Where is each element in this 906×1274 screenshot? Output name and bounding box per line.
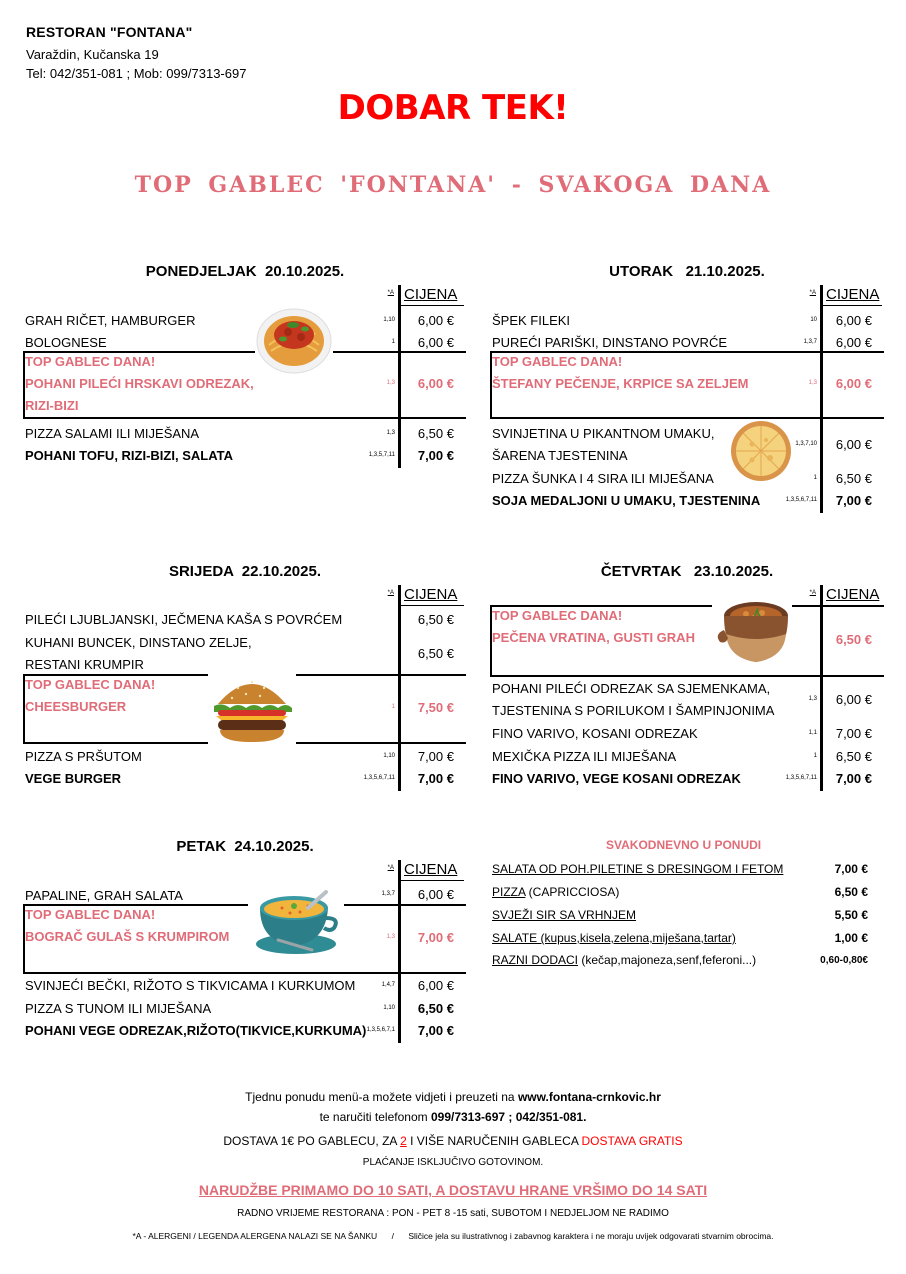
dish-name: VEGE BURGER: [25, 771, 122, 786]
day-title: UTORAK 21.10.2025.: [609, 263, 765, 280]
dish-price: 6,00 €: [417, 313, 454, 328]
dish-price: 7,00 €: [417, 448, 454, 463]
allergen-codes: 1,3: [808, 696, 817, 702]
footer-website-line: [0, 1090, 906, 1104]
dish-name: RESTANI KRUMPIR: [25, 657, 144, 672]
top-box-line: [398, 417, 466, 419]
allergen-codes: 1: [391, 704, 395, 710]
dish-price: 6,00 €: [835, 335, 872, 350]
image-note: Sličice jela su ilustrativnog i zabavnog karaktera i ne moraju uvijek odgovarati stvarnim obrocima.: [408, 1231, 774, 1241]
top-gablec-label: TOP GABLEC DANA!: [492, 608, 623, 623]
dish-name: CHEESBURGER: [25, 699, 127, 714]
header-divider: [401, 305, 464, 306]
restaurant-address: Varaždin, Kučanska 19: [26, 47, 159, 62]
allergen-codes: 1,3,5,6,7,11: [363, 775, 395, 781]
dish-price: 6,00 €: [417, 335, 454, 350]
top-box-line: [820, 675, 884, 677]
restaurant-name: RESTORAN "FONTANA": [26, 24, 193, 40]
dish-price: 6,00 €: [835, 376, 872, 391]
dish-name: FINO VARIVO, KOSANI ODREZAK: [492, 726, 698, 741]
dish-name: SVINJETINA U PIKANTNOM UMAKU,: [492, 426, 715, 441]
daily-item: [492, 908, 636, 922]
allergen-codes: 1,10: [383, 317, 395, 323]
daily-item-price: 6,50 €: [834, 885, 868, 899]
dish-name: ŠTEFANY PEČENJE, KRPICE SA ZELJEM: [492, 376, 749, 391]
footer-phones: 099/7313-697 ; 042/351-081.: [430, 1110, 587, 1124]
dish-price: 6,50 €: [417, 646, 454, 661]
daily-item-price: 0,60-0,80€: [820, 955, 868, 966]
dish-name: POHANI VEGE ODREZAK,RIŽOTO(TIKVICE,KURKUMA): [25, 1023, 367, 1038]
daily-item: [492, 953, 756, 967]
dish-price: 6,00 €: [835, 437, 872, 452]
top-box-line: [398, 904, 466, 906]
allergen-codes: 1,3,5,6,7,11: [785, 497, 817, 503]
day-title: PONEDJELJAK 20.10.2025.: [145, 263, 345, 280]
delivery-count: 2: [400, 1134, 407, 1148]
allergen-codes: 1,3,7,10: [795, 441, 817, 447]
day-title: ČETVRTAK 23.10.2025.: [600, 563, 774, 580]
allergen-codes: 1,3,5,6,7,11: [785, 775, 817, 781]
website-link[interactable]: www.fontana-crnkovic.hr: [517, 1090, 661, 1104]
allergen-note: *A - ALERGENI / LEGENDA ALERGENA NALAZI SE NA ŠANKU: [132, 1231, 378, 1241]
header-divider: [401, 605, 464, 606]
allergen-codes: 1,3,7: [803, 339, 817, 345]
restaurant-phone: Tel: 042/351-081 ; Mob: 099/7313-697: [26, 66, 247, 81]
spaghetti-image: [255, 305, 333, 380]
dish-price: 6,50 €: [835, 749, 872, 764]
allergen-codes: 1,3: [386, 934, 395, 940]
dish-price: 7,00 €: [835, 771, 872, 786]
header-divider: [401, 880, 464, 881]
daily-offer-title: SVAKODNEVNO U PONUDI: [606, 838, 762, 852]
dish-name: FINO VARIVO, VEGE KOSANI ODREZAK: [492, 771, 741, 786]
allergen-codes: 1,3: [386, 380, 395, 386]
allergen-column-header: *A: [809, 590, 816, 596]
day-title: PETAK 24.10.2025.: [176, 838, 314, 855]
dish-price: 7,00 €: [417, 749, 454, 764]
daily-item-name: RAZNI DODACI: [492, 953, 579, 967]
allergen-codes: 1: [813, 475, 817, 481]
dish-name: PIZZA S TUNOM ILI MIJEŠANA: [25, 1001, 212, 1016]
daily-item-detail: (CAPRICCIOSA): [525, 885, 620, 899]
allergen-codes: 10: [810, 317, 817, 323]
price-column-header: CIJENA: [404, 861, 458, 878]
orders-note: NARUDŽBE PRIMAMO DO 10 SATI, A DOSTAVU HRANE VRŠIMO DO 14 SATI: [198, 1182, 708, 1198]
dish-name: SVINJEĆI BEČKI, RIŽOTO S TIKVICAMA I KURKUMOM: [25, 978, 356, 993]
dish-name: KUHANI BUNCEK, DINSTANO ZELJE,: [25, 635, 252, 650]
price-column-header: CIJENA: [404, 286, 458, 303]
dish-name: ŠPEK FILEKI: [492, 313, 571, 328]
dish-price: 6,00 €: [417, 886, 454, 902]
dish-price: 7,00 €: [417, 771, 454, 786]
subtitle: TOP GABLEC 'FONTANA' - SVAKOGA DANA: [134, 172, 772, 198]
allergen-codes: 1,3,7: [381, 890, 395, 897]
dish-name: PIZZA SALAMI ILI MIJEŠANA: [25, 426, 200, 441]
daily-item-name: PIZZA: [492, 885, 526, 899]
dish-price: 6,00 €: [417, 978, 454, 993]
price-column-header: CIJENA: [826, 586, 880, 603]
dish-price: 7,00 €: [417, 930, 454, 945]
daily-item-price: 7,00 €: [834, 862, 868, 876]
soup-image: [248, 888, 344, 963]
allergen-column-header: *A: [387, 865, 394, 871]
payment-note: PLAĆANJE ISKLJUČIVO GOTOVINOM.: [362, 1157, 544, 1168]
price-column-header: CIJENA: [404, 586, 458, 603]
allergen-column-header: *A: [387, 290, 394, 296]
daily-item-price: 1,00 €: [834, 931, 868, 945]
burger-image: [208, 670, 296, 755]
top-gablec-label: TOP GABLEC DANA!: [492, 354, 623, 369]
dish-name: PIZZA ŠUNKA I 4 SIRA ILI MIJEŠANA: [492, 471, 714, 486]
daily-item: [492, 931, 736, 945]
allergen-codes: 1,4,7: [381, 982, 395, 988]
allergen-codes: 1,3: [808, 380, 817, 386]
top-box-line: [820, 417, 884, 419]
top-box-line: [820, 351, 884, 353]
dish-name: PIZZA S PRŠUTOM: [25, 749, 142, 764]
dish-name: RIZI-BIZI: [25, 398, 79, 413]
allergen-codes: 1: [813, 753, 817, 759]
footer-website-text: Tjednu ponudu menü-a možete vidjeti i preuzeti na: [245, 1090, 518, 1104]
footer-delivery-line: [0, 1134, 906, 1148]
dish-price: 7,50 €: [417, 700, 454, 715]
dish-price: 6,50 €: [417, 426, 454, 441]
daily-item-price: 5,50 €: [834, 908, 868, 922]
daily-item: [492, 862, 783, 876]
top-box-line: [398, 351, 466, 353]
footer-phone-text: te naručiti telefonom: [319, 1110, 431, 1124]
dish-price: 7,00 €: [417, 1023, 454, 1038]
allergen-column-header: *A: [387, 590, 394, 596]
top-gablec-label: TOP GABLEC DANA!: [25, 907, 156, 922]
dish-name: PILEĆI LJUBLJANSKI, JEČMENA KAŠA S POVRĆEM: [25, 612, 343, 627]
dish-price: 6,50 €: [835, 471, 872, 486]
dish-price: 6,50 €: [417, 612, 454, 627]
working-hours: RADNO VRIJEME RESTORANA : PON - PET 8 -15 sati, SUBOTOM I NEDJELJOM NE RADIMO: [237, 1208, 669, 1219]
top-box-line: [398, 972, 466, 974]
daily-item-name: SALATE (kupus,kisela,zelena,miješana,tartar): [492, 931, 736, 945]
dish-price: 6,00 €: [835, 692, 872, 707]
headline: DOBAR TEK!: [337, 88, 569, 128]
allergen-codes: 1,1: [808, 730, 817, 736]
daily-item-detail: (kečap,majoneza,senf,feferoni...): [578, 953, 757, 967]
dish-price: 7,00 €: [835, 493, 872, 508]
top-box-line: [820, 605, 884, 607]
dish-name: PAPALINE, GRAH SALATA: [25, 888, 183, 903]
dish-price: 6,00 €: [417, 376, 454, 391]
note-separator: /: [391, 1231, 394, 1241]
price-column-header: CIJENA: [826, 286, 880, 303]
dish-name: GRAH RIČET, HAMBURGER: [25, 313, 196, 328]
dish-name: MEXIČKA PIZZA ILI MIJEŠANA: [492, 749, 677, 764]
top-box-line: [398, 674, 466, 676]
allergen-codes: 1,10: [383, 753, 395, 759]
dish-name: POHANI PILEĆI HRSKAVI ODREZAK,: [25, 376, 254, 391]
delivery-text-b: I VIŠE NARUČENIH GABLECA: [406, 1134, 582, 1148]
daily-item-name: SVJEŽI SIR SA VRHNJEM: [492, 908, 637, 922]
dish-name: PEČENA VRATINA, GUSTI GRAH: [492, 630, 695, 645]
top-gablec-label: TOP GABLEC DANA!: [25, 677, 156, 692]
dish-name: PUREĆI PARIŠKI, DINSTANO POVRĆE: [492, 335, 728, 350]
footer-notes: [0, 1231, 906, 1241]
allergen-column-header: *A: [809, 290, 816, 296]
allergen-codes: 1,3: [386, 430, 395, 436]
allergen-codes: 1,3,5,6,7,1: [366, 1027, 395, 1033]
daily-item-name: SALATA OD POH.PILETINE S DRESINGOM I FETOM: [492, 862, 784, 876]
delivery-text-a: DOSTAVA 1€ PO GABLECU, ZA: [223, 1134, 401, 1148]
dish-name: ŠARENA TJESTENINA: [492, 448, 628, 463]
dish-name: BOLOGNESE: [25, 335, 107, 350]
top-gablec-label: TOP GABLEC DANA!: [25, 354, 156, 369]
dish-name: SOJA MEDALJONI U UMAKU, TJESTENINA: [492, 493, 761, 508]
delivery-free: DOSTAVA GRATIS: [581, 1134, 683, 1148]
dish-name: POHANI TOFU, RIZI-BIZI, SALATA: [25, 448, 233, 463]
footer-phone-line: [0, 1110, 906, 1124]
allergen-codes: 1: [391, 339, 395, 345]
top-box-line: [398, 742, 466, 744]
dish-price: 7,00 €: [835, 726, 872, 741]
day-title: SRIJEDA 22.10.2025.: [168, 563, 322, 580]
pizza-image: [730, 420, 792, 487]
dish-price: 6,50 €: [835, 632, 872, 647]
dish-name: BOGRAČ GULAŠ S KRUMPIROM: [25, 929, 230, 944]
header-divider: [823, 305, 882, 306]
dish-name: TJESTENINA S PORILUKOM I ŠAMPINJONIMA: [492, 703, 775, 718]
daily-item: [492, 885, 619, 899]
dish-price: 6,00 €: [835, 313, 872, 328]
dish-price: 6,50 €: [417, 1001, 454, 1016]
dish-name: POHANI PILEĆI ODREZAK SA SJEMENKAMA,: [492, 681, 771, 696]
allergen-codes: 1,3,5,7,11: [368, 452, 395, 458]
bean-pot-image: [712, 598, 792, 671]
allergen-codes: 1,10: [383, 1005, 395, 1011]
